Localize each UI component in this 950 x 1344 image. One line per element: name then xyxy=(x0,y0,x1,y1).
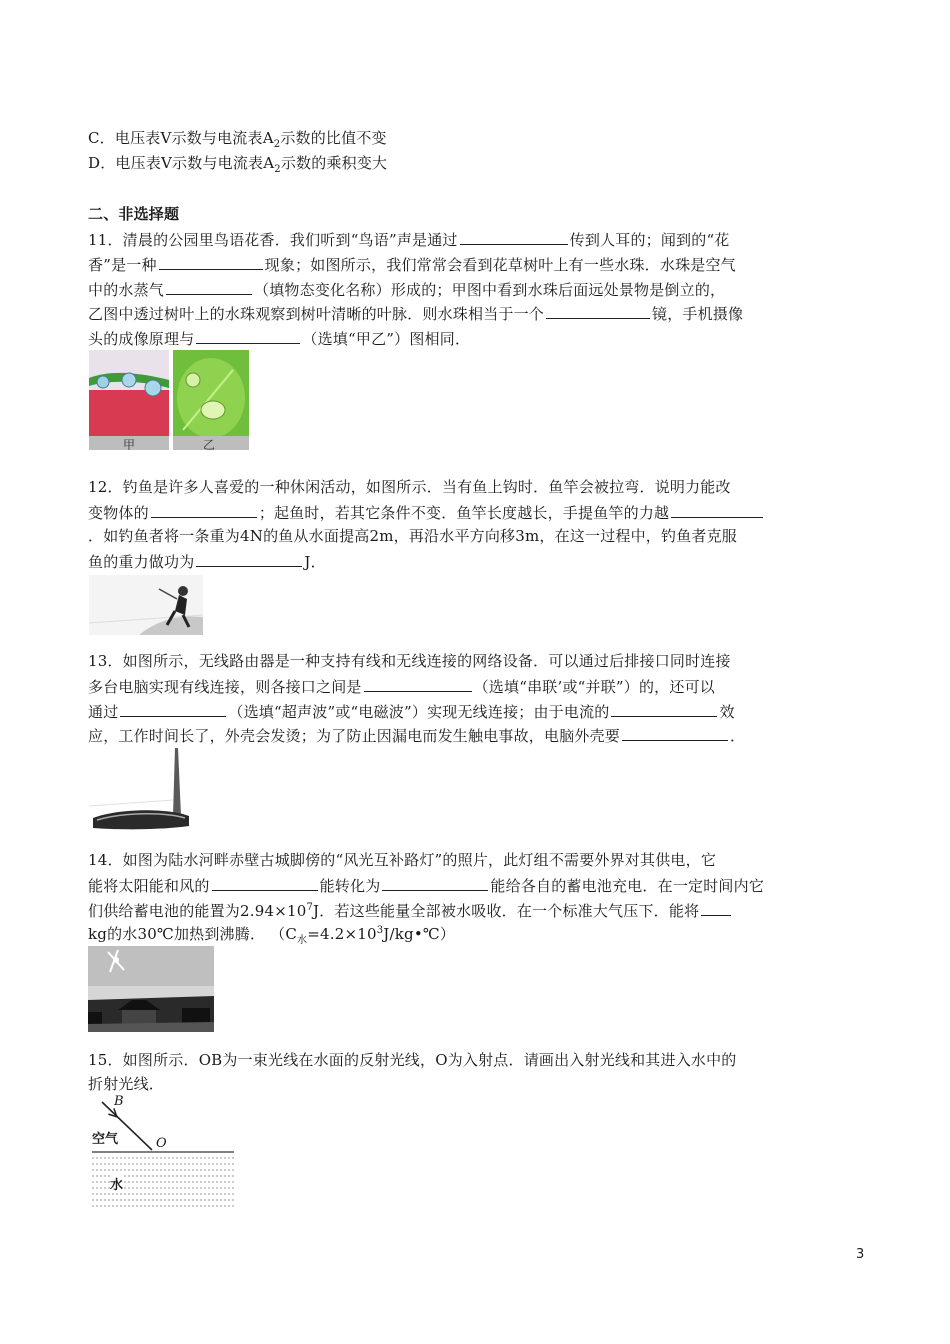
caption-jia: 甲 xyxy=(123,438,136,450)
q14-text: J/kg•℃） xyxy=(383,925,456,943)
q13-text: （选填“超声波”或“电磁波”）实现无线连接；由于电流的 xyxy=(228,703,610,721)
option-c-suffix: 示数的比值不变 xyxy=(280,129,387,147)
answer-blank[interactable] xyxy=(364,675,472,692)
label-o: O xyxy=(156,1136,167,1151)
q14-text: 能转化为 xyxy=(319,877,381,895)
q11-text: 乙图中透过树叶上的水珠观察到树叶清晰的叶脉．则水珠相当于一个 xyxy=(88,305,545,323)
figure-router-photo xyxy=(89,746,193,834)
q12-line-2 xyxy=(88,501,765,524)
q11-line-1 xyxy=(88,228,730,251)
figure-reflection-diagram xyxy=(88,1094,234,1212)
label-b: B xyxy=(114,1094,124,1109)
label-air: 空气 xyxy=(92,1132,119,1147)
answer-blank[interactable] xyxy=(546,302,650,319)
figure-streetlamp-photo xyxy=(88,946,214,1032)
q11-text: （选填“甲乙”）图相同． xyxy=(302,330,471,348)
q15-line-2: 折射光线． xyxy=(88,1075,165,1093)
q13-text: 应，工作时间长了，外壳会发烫；为了防止因漏电而发生触电事故，电脑外壳要 xyxy=(88,727,621,745)
option-d-sub: 2 xyxy=(274,164,281,175)
q13-line-2 xyxy=(88,675,715,698)
q13-text: ． xyxy=(730,727,746,745)
q14-text: kg的水30℃加热到沸腾． （C xyxy=(88,925,298,943)
q14-sub: 水 xyxy=(297,935,308,946)
answer-blank[interactable] xyxy=(196,327,300,344)
answer-blank[interactable] xyxy=(671,501,763,518)
q12-text: ；起鱼时，若其它条件不变．鱼竿长度越长，手提鱼竿的力越 xyxy=(258,504,670,522)
q13-text: 多台电脑实现有线连接，则各接口之间是 xyxy=(88,678,362,696)
q13-line-4 xyxy=(88,724,745,747)
q11-line-5 xyxy=(88,327,470,350)
q12-line-3: ．如钓鱼者将一条重为4N的鱼从水面提高2m，再沿水平方向移3m，在这一过程中，钓鱼者克服 xyxy=(88,527,738,545)
q12-text: 变物体的 xyxy=(88,504,149,522)
q14-line-2 xyxy=(88,874,764,897)
q11-text: 头的成像原理与 xyxy=(88,330,195,348)
q13-line-3 xyxy=(88,700,735,723)
q15-line-1: 15．如图所示．OB为一束光线在水面的反射光线，O为入射点．请画出入射光线和其进入水中的 xyxy=(88,1051,737,1069)
q14-sup: 7 xyxy=(306,902,314,913)
answer-blank[interactable] xyxy=(701,899,731,916)
answer-blank[interactable] xyxy=(611,700,717,717)
option-c-sub: 2 xyxy=(273,139,281,150)
q12-line-1: 12．钓鱼是许多人喜爱的一种休闲活动，如图所示．当有鱼上钩时．鱼竿会被拉弯．说明力能改 xyxy=(88,478,731,496)
option-d xyxy=(88,152,387,174)
answer-blank[interactable] xyxy=(212,874,318,891)
q11-text: 现象；如图所示，我们常常会看到花草树叶上有一些水珠．水珠是空气 xyxy=(264,256,736,274)
figure-jia-photo xyxy=(89,350,169,450)
q14-sup: 3 xyxy=(376,925,384,936)
q13-line-1: 13．如图所示，无线路由器是一种支持有线和无线连接的网络设备．可以通过后排接口同时连接 xyxy=(88,652,731,670)
q12-line-4 xyxy=(88,550,326,573)
option-d-suffix: 示数的乘积变大 xyxy=(280,154,388,172)
q14-text: 能将太阳能和风的 xyxy=(88,877,210,895)
q13-text: 效 xyxy=(719,703,735,721)
q12-text: J． xyxy=(304,553,326,571)
q14-text: J．若这些能量全部被水吸收．在一个标准大气压下．能将 xyxy=(313,902,700,920)
q14-text: 能给各自的蓄电池充电．在一定时间内它 xyxy=(490,877,765,895)
caption-yi: 乙 xyxy=(203,438,216,450)
q14-line-1: 14．如图为陆水河畔赤壁古城脚傍的“风光互补路灯”的照片，此灯组不需要外界对其供电，它 xyxy=(88,851,717,869)
q14-line-4 xyxy=(88,923,455,945)
q11-text: 传到人耳的；闻到的“花 xyxy=(569,231,730,249)
option-d-text: D．电压表V示数与电流表A xyxy=(88,154,275,172)
q14-text: =4.2×10 xyxy=(307,925,377,943)
label-water: 水 xyxy=(110,1174,123,1193)
q13-text: 通过 xyxy=(88,703,119,721)
q14-text: 们供给蓄电池的能置为2.94×10 xyxy=(88,902,307,920)
page-number: 3 xyxy=(856,1247,865,1262)
q11-text: 镜，手机摄像 xyxy=(652,305,744,323)
answer-blank[interactable] xyxy=(120,700,226,717)
option-c xyxy=(88,127,387,149)
answer-blank[interactable] xyxy=(382,874,488,891)
q13-text: （选填“串联’或“并联”）的，还可以 xyxy=(473,678,715,696)
q11-text: 中的水蒸气 xyxy=(88,281,165,299)
answer-blank[interactable] xyxy=(622,724,728,741)
figure-yi-photo xyxy=(173,350,249,450)
option-c-text: C．电压表V示数与电流表A xyxy=(88,129,274,147)
q11-text: 11．清晨的公园里鸟语花香．我们听到“鸟语”声是通过 xyxy=(88,231,458,249)
section-title: 二、非选择题 xyxy=(88,205,180,223)
q14-line-3 xyxy=(88,899,733,922)
q11-text: （填物态变化名称）形成的；甲图中看到水珠后面远处景物是倒立的， xyxy=(254,281,726,299)
q12-text: 鱼的重力做功为 xyxy=(88,553,195,571)
answer-blank[interactable] xyxy=(166,278,252,295)
q11-text: 香”是一种 xyxy=(88,256,157,274)
figure-fishing-photo xyxy=(89,575,203,635)
q11-line-2 xyxy=(88,253,736,276)
q11-line-3 xyxy=(88,278,725,301)
answer-blank[interactable] xyxy=(151,501,257,518)
answer-blank[interactable] xyxy=(460,228,568,245)
q11-line-4 xyxy=(88,302,743,325)
answer-blank[interactable] xyxy=(159,253,263,270)
answer-blank[interactable] xyxy=(196,550,302,567)
